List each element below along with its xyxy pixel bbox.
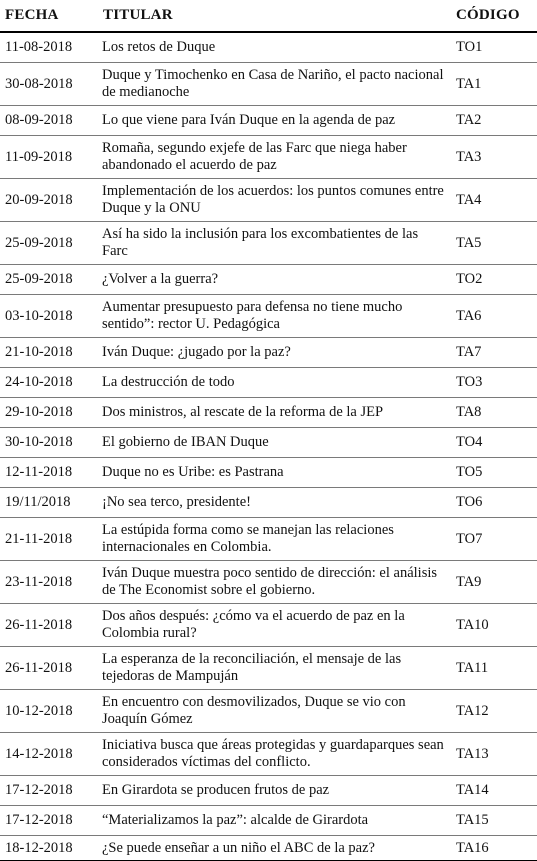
cell-title: ¿Volver a la guerra? xyxy=(98,265,452,295)
cell-date: 20-09-2018 xyxy=(0,179,98,222)
cell-date: 08-09-2018 xyxy=(0,106,98,136)
cell-code: TO5 xyxy=(452,458,537,488)
cell-code: TA1 xyxy=(452,63,537,106)
cell-title: ¡No sea terco, presidente! xyxy=(98,488,452,518)
table-row xyxy=(0,32,537,63)
table-row xyxy=(0,106,537,136)
cell-code: TA16 xyxy=(452,836,537,861)
cell-title: Iniciativa busca que áreas protegidas y guardaparques sean considerados víctimas del conflicto. xyxy=(98,733,452,776)
cell-date: 24-10-2018 xyxy=(0,368,98,398)
cell-title: Aumentar presupuesto para defensa no tiene mucho sentido”: rector U. Pedagógica xyxy=(98,295,452,338)
cell-code: TA14 xyxy=(452,776,537,806)
header-row xyxy=(0,0,537,32)
cell-code: TO1 xyxy=(452,32,537,63)
column-header-title: TITULAR xyxy=(98,0,452,32)
cell-code: TO7 xyxy=(452,518,537,561)
cell-title: En encuentro con desmovilizados, Duque se vio con Joaquín Gómez xyxy=(98,690,452,733)
cell-title: Dos años después: ¿cómo va el acuerdo de paz en la Colombia rural? xyxy=(98,604,452,647)
cell-code: TA9 xyxy=(452,561,537,604)
cell-code: TO4 xyxy=(452,428,537,458)
cell-title: Los retos de Duque xyxy=(98,32,452,63)
table-row xyxy=(0,690,537,733)
table-row xyxy=(0,836,537,861)
cell-code: TA7 xyxy=(452,338,537,368)
cell-code: TO3 xyxy=(452,368,537,398)
table-row xyxy=(0,518,537,561)
cell-date: 23-11-2018 xyxy=(0,561,98,604)
table-row xyxy=(0,179,537,222)
cell-title: ¿Se puede enseñar a un niño el ABC de la paz? xyxy=(98,836,452,861)
cell-title: Así ha sido la inclusión para los excombatientes de las Farc xyxy=(98,222,452,265)
table-row xyxy=(0,647,537,690)
table-row xyxy=(0,63,537,106)
cell-date: 10-12-2018 xyxy=(0,690,98,733)
cell-code: TA6 xyxy=(452,295,537,338)
cell-title: Romaña, segundo exjefe de las Farc que niega haber abandonado el acuerdo de paz xyxy=(98,136,452,179)
cell-code: TA13 xyxy=(452,733,537,776)
cell-title: La destrucción de todo xyxy=(98,368,452,398)
table-row xyxy=(0,428,537,458)
table-row xyxy=(0,733,537,776)
cell-date: 17-12-2018 xyxy=(0,776,98,806)
cell-title: Iván Duque: ¿jugado por la paz? xyxy=(98,338,452,368)
table-row xyxy=(0,136,537,179)
table-row xyxy=(0,295,537,338)
cell-title: Iván Duque muestra poco sentido de dirección: el análisis de The Economist sobre el gobierno. xyxy=(98,561,452,604)
table-row xyxy=(0,222,537,265)
table-row xyxy=(0,338,537,368)
cell-date: 21-10-2018 xyxy=(0,338,98,368)
table-row xyxy=(0,488,537,518)
table-row xyxy=(0,265,537,295)
cell-date: 29-10-2018 xyxy=(0,398,98,428)
cell-date: 12-11-2018 xyxy=(0,458,98,488)
cell-code: TO2 xyxy=(452,265,537,295)
cell-title: Duque no es Uribe: es Pastrana xyxy=(98,458,452,488)
cell-title: Duque y Timochenko en Casa de Nariño, el pacto nacional de medianoche xyxy=(98,63,452,106)
table-row xyxy=(0,604,537,647)
cell-date: 03-10-2018 xyxy=(0,295,98,338)
cell-code: TA4 xyxy=(452,179,537,222)
table-row xyxy=(0,806,537,836)
cell-code: TA12 xyxy=(452,690,537,733)
table-row xyxy=(0,561,537,604)
cell-date: 26-11-2018 xyxy=(0,604,98,647)
cell-code: TA3 xyxy=(452,136,537,179)
cell-title: En Girardota se producen frutos de paz xyxy=(98,776,452,806)
cell-date: 21-11-2018 xyxy=(0,518,98,561)
cell-date: 18-12-2018 xyxy=(0,836,98,861)
cell-date: 25-09-2018 xyxy=(0,222,98,265)
cell-date: 19/11/2018 xyxy=(0,488,98,518)
table-row xyxy=(0,398,537,428)
column-header-code: CÓDIGO xyxy=(452,0,537,32)
cell-date: 30-10-2018 xyxy=(0,428,98,458)
cell-title: Implementación de los acuerdos: los puntos comunes entre Duque y la ONU xyxy=(98,179,452,222)
cell-code: TA11 xyxy=(452,647,537,690)
cell-date: 30-08-2018 xyxy=(0,63,98,106)
cell-code: TA5 xyxy=(452,222,537,265)
cell-title: La estúpida forma como se manejan las relaciones internacionales en Colombia. xyxy=(98,518,452,561)
cell-title: “Materializamos la paz”: alcalde de Girardota xyxy=(98,806,452,836)
cell-date: 11-09-2018 xyxy=(0,136,98,179)
cell-title: El gobierno de IBAN Duque xyxy=(98,428,452,458)
cell-title: La esperanza de la reconciliación, el mensaje de las tejedoras de Mampuján xyxy=(98,647,452,690)
cell-code: TA10 xyxy=(452,604,537,647)
cell-date: 25-09-2018 xyxy=(0,265,98,295)
cell-date: 26-11-2018 xyxy=(0,647,98,690)
column-header-date: FECHA xyxy=(0,0,98,32)
cell-code: TA8 xyxy=(452,398,537,428)
cell-code: TA2 xyxy=(452,106,537,136)
cell-date: 17-12-2018 xyxy=(0,806,98,836)
table-row xyxy=(0,368,537,398)
cell-date: 11-08-2018 xyxy=(0,32,98,63)
cell-title: Dos ministros, al rescate de la reforma de la JEP xyxy=(98,398,452,428)
cell-date: 14-12-2018 xyxy=(0,733,98,776)
table-row xyxy=(0,458,537,488)
cell-code: TA15 xyxy=(452,806,537,836)
table-row xyxy=(0,776,537,806)
cell-code: TO6 xyxy=(452,488,537,518)
cell-title: Lo que viene para Iván Duque en la agenda de paz xyxy=(98,106,452,136)
